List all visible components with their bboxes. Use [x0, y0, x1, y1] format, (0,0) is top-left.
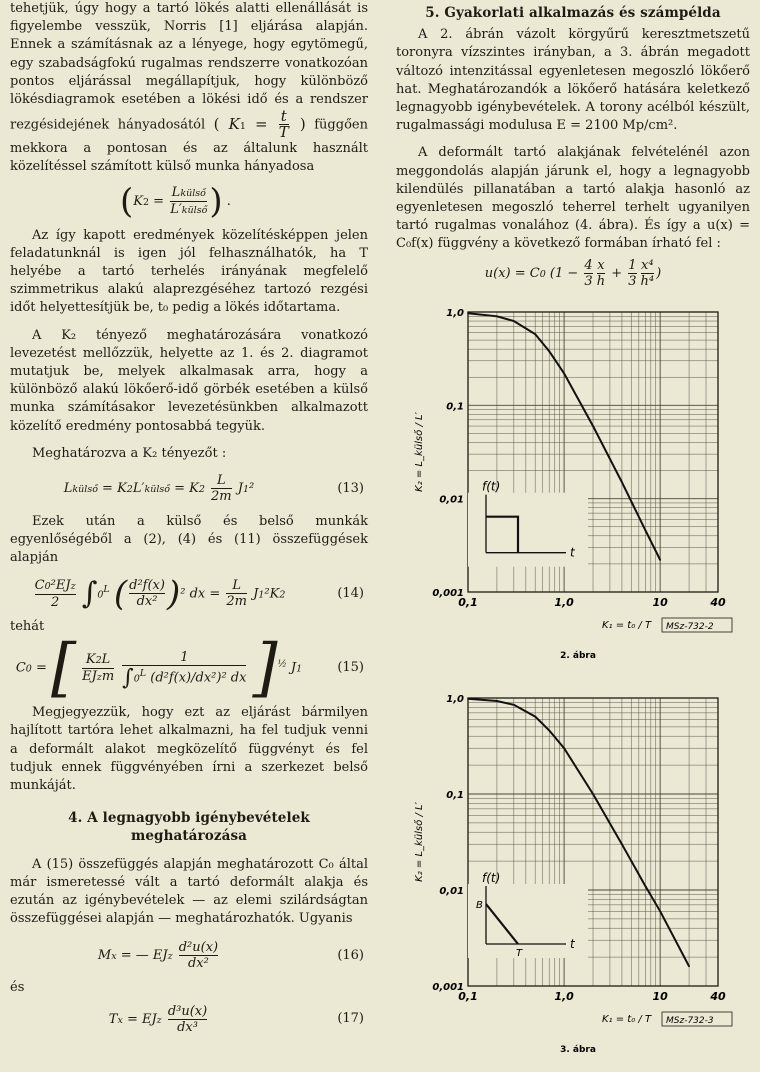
section-heading-4: 4. A legnagyobb igénybevételek meghatározása: [68, 810, 310, 845]
curve-point: [563, 747, 565, 749]
curve-point: [548, 350, 550, 352]
section-heading-5: 5. Gyakorlati alkalmazás és számpélda: [425, 5, 721, 21]
curve-point: [592, 793, 594, 795]
y-tick-label: 0,1: [446, 401, 464, 413]
y-tick-label: 1,0: [446, 694, 464, 705]
equation-13-number: (13): [337, 480, 364, 496]
equation-17: Tx = EJz $\frac{\text{d³u(x)}}{\text{dx³}}$ (17): [108, 1003, 364, 1035]
y-tick-label: 0,1: [446, 790, 464, 801]
paragraph-work-equality: Ezek után a külső és belső munkák egyenlőségéből a (2), (4) és (11) összefüggések alapján: [10, 514, 368, 566]
inset-label-ft: f(t): [482, 871, 501, 885]
curve-point: [659, 559, 661, 561]
x-tick-label: 1,0: [554, 990, 574, 1003]
inset-label-t: t: [570, 545, 575, 560]
equation-15-number: (15): [337, 659, 364, 675]
equation-14: $\frac{\text{C0²EJz}}{2}$ $\int 0^L$ ( $\frac{\text{d²f(x)}}{\text{dx²}}$ )² dx = $\frac{L}{2m}$ J1²K2 (14): [34, 573, 364, 614]
equation-k1: ( K1 = $\frac{t}{T}$ ): [213, 107, 306, 142]
curve-point: [496, 315, 498, 317]
paragraph-remark: Megjegyezzük, hogy ezt az eljárást bármilyen hajlított tartóra lehet alkalmazni, ha fel tudjuk venni a deformált alakot megközelítő függvényt és fel tudjuk ennek függvényében írni a szerkezet belső munkáját.: [10, 705, 368, 794]
curve-point: [467, 698, 469, 700]
equation-17-number: (17): [337, 1011, 364, 1027]
y-tick-label: 1,0: [446, 308, 464, 319]
paragraph-intro: tehetjük, úgy hogy a tartó lökés alatti ellenállását is figyelembe vesszük, Norris [1] eljárása alapján. Ennek a számításnak az a lényege, hogy egytömegű, egy szabadságfokú rugalmas rendszerre vonatkozóan pontos eljárással megállapítjuk, hogy különböző lökésdiagramok esetében a lökési idő és a rendszer rezgésidejének hányadosától ( K1 = $\frac{t}{T}$ ) függően mekkora a pontosan és az általunk használt közelítéssel számított külső munka hányadosa: [10, 1, 368, 175]
paragraph-k2-factor: A K₂ tényező meghatározására vonatkozó levezetést mellőzzük, helyette az 1. és 2. diagramot mutatjuk be, melyek alkalmasak arra, hogy a különböző alakú lökőerő-idő görbék esetében a külső munka számításakor levezetésünkben alkalmazott közelítő eredmény pontosabbá tegyük.: [10, 327, 368, 434]
curve-point: [548, 730, 550, 732]
x-tick-label: 40: [710, 596, 726, 609]
equation-14-number: (14): [337, 585, 364, 601]
inset-label-t-period: T: [516, 948, 523, 959]
paragraph-approximation: Az így kapott eredmények közelítésképpen jelen feladatunknál is igen jól felhasználhatók, ha T helyébe a tartó terhelés irányának megfelelő szimmetrikus alakú alaprezgéséhez tartozó rezgési időt helyettesítjük be, t₀ pedig a lökés időtartama.: [10, 227, 368, 316]
fig3-ylabel: K₂ = L_külső / L′: [414, 802, 425, 882]
equation-13: Lkülső = K2L′külső = K2 $\frac{L}{2m}$ J1² (13): [63, 473, 364, 505]
equation-k2: (K2 = $\frac{\text{Lkülső}}{\text{L′külső}}$ ) .: [120, 181, 231, 222]
figure-3-chart: [398, 682, 750, 1066]
x-tick-label: 10: [652, 990, 668, 1003]
curve-point: [621, 843, 623, 845]
y-tick-label: 0,01: [439, 494, 464, 506]
x-tick-label: 0,1: [458, 596, 478, 609]
curve-point: [513, 704, 515, 706]
curve-point: [467, 312, 469, 314]
x-tick-label: 40: [710, 990, 726, 1003]
x-tick-label: 0,1: [458, 990, 478, 1003]
fig3-caption: 3. ábra: [560, 1045, 596, 1055]
curve-point: [534, 716, 536, 718]
x-tick-label: 10: [652, 596, 668, 609]
curve-point: [513, 320, 515, 322]
curve-point: [644, 885, 646, 887]
fig2-inset: [468, 480, 588, 567]
y-tick-label: 0,001: [432, 588, 464, 599]
word-tehat: tehát: [10, 618, 45, 634]
inset-label-t: t: [570, 937, 575, 951]
curve-point: [534, 333, 536, 335]
inset-label-b: B: [476, 900, 483, 911]
curve-point: [563, 373, 565, 375]
left-column: [10, 0, 368, 1043]
fig2-ylabel: K₂ = L_külső / L′: [414, 412, 425, 492]
paragraph-example: A 2. ábrán vázolt körgyűrű keresztmetszetű toronyra vízszintes irányban, a 3. ábrán megadott változó intenzitással egyenletesen megoszló lökőerő hat. Meghatározandók a lökőerő hatására keletkező legnagyobb igénybevételek. A torony acélból készült, rugalmassági modulusa E = 2100 Mp/cm².: [396, 27, 750, 134]
equation-16: Mx = — EJz $\frac{\text{d²u(x)}}{\text{dx²}}$ (16): [97, 940, 364, 972]
fig2-caption: 2. ábra: [560, 651, 596, 661]
fig2-stamp: MSz-732-2: [666, 622, 714, 632]
equation-15: C0 = [ $\frac{K2L}{\text{EJzm}}$ $\frac{1}{\int 0^L (d^2f(x)/dx^2)^2 dx}$ ]$^{\frac{1}{2}}$ J1 (15): [15, 631, 364, 706]
figure-2-chart: [398, 296, 750, 672]
y-tick-label: 0,01: [439, 886, 464, 897]
paragraph-determine-k2: Meghatározva a K₂ tényezőt :: [32, 445, 227, 461]
curve-point: [496, 700, 498, 702]
inset-label-ft: f(t): [482, 479, 501, 494]
paragraph-stresses: A (15) összefüggés alapján meghatározott C₀ által már ismeretessé vált a tartó deformált alakja és ezután az igénybevételek — az elemi szilárdságtan összefüggései alapján — meghatározhatók. Ugyanis: [10, 856, 368, 927]
word-es: és: [10, 980, 25, 996]
fig3-inset: [468, 871, 588, 959]
equation-u: u(x) = C0 (1 − $\frac{4}{3}$ $\frac{x}{h}$ + $\frac{1}{3}$ $\frac{\text{x⁴}}{\text{h⁴}}$ ): [484, 257, 662, 289]
y-tick-label: 0,001: [432, 982, 464, 993]
fig3-xlabel: K₁ = t₀ / T: [602, 1014, 652, 1025]
fig3-stamp: MSz-732-3: [666, 1016, 714, 1026]
paragraph-deformed-shape: A deformált tartó alakjának felvételénél azon meggondolás alapján járunk el, hogy a legnagyobb kilendülés pillanatában a tartó alakja hasonló az egyenletesen megoszló teherrel terhelt ugyanilyen tartó rugalmas vonalához (4. ábra). És így a u(x) = C₀f(x) függvény a következő formában írható fel :: [396, 145, 750, 252]
curve-point: [688, 966, 690, 968]
curve-point: [592, 425, 594, 427]
curve-point: [644, 529, 646, 531]
right-column: [396, 0, 750, 289]
equation-16-number: (16): [337, 947, 364, 963]
x-tick-label: 1,0: [554, 596, 574, 609]
curve-point: [659, 910, 661, 912]
fig2-xlabel: K₁ = t₀ / T: [602, 620, 652, 631]
curve-point: [621, 481, 623, 483]
